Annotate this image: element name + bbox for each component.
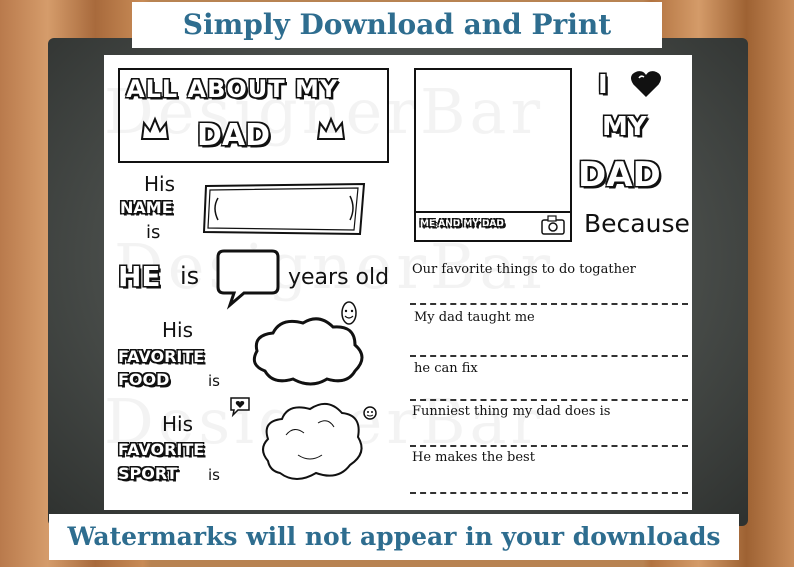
i-label: I <box>598 70 608 100</box>
his-label: His <box>162 318 194 342</box>
heart-bubble-icon <box>228 395 252 417</box>
name-label: NAME <box>120 198 173 217</box>
speech-bubble-icon[interactable] <box>216 247 280 307</box>
answer-line[interactable] <box>410 355 688 357</box>
smiley-icon <box>362 405 378 421</box>
smiley-icon <box>340 300 358 326</box>
answer-line[interactable] <box>410 492 688 494</box>
crown-icon <box>140 115 170 143</box>
is-label: is <box>208 372 220 390</box>
favorite-label: FAVORITE <box>118 347 205 366</box>
his-label: His <box>144 172 176 196</box>
food-label: FOOD <box>118 370 170 389</box>
title-line1: ALL ABOUT MY <box>126 75 339 103</box>
bottom-banner: Watermarks will not appear in your downloads <box>49 514 739 560</box>
is-label: is <box>180 262 200 290</box>
cloud-icon[interactable] <box>258 395 368 485</box>
crown-icon <box>316 115 346 143</box>
my-label: MY <box>602 112 647 142</box>
prompt-can-fix: he can fix <box>414 361 478 376</box>
favorite-label: FAVORITE <box>118 440 205 459</box>
years-old-label: years old <box>288 265 390 290</box>
heart-icon <box>630 69 662 99</box>
photo-caption: ME AND MY DAD <box>420 219 504 229</box>
title-line2: DAD <box>197 118 271 153</box>
is-label: is <box>208 466 220 484</box>
photo-divider <box>414 211 572 213</box>
sport-label: SPORT <box>118 464 178 483</box>
prompt-makes-the-best: He makes the best <box>412 450 535 465</box>
name-banner-field[interactable] <box>200 180 370 238</box>
prompt-taught-me: My dad taught me <box>414 310 535 325</box>
camera-icon <box>540 214 566 236</box>
because-label: Because <box>584 209 690 238</box>
worksheet <box>104 55 692 510</box>
top-banner: Simply Download and Print <box>132 2 662 48</box>
answer-line[interactable] <box>410 445 688 447</box>
dad-label: DAD <box>578 155 661 195</box>
prompt-favorite-things: Our favorite things to do togather <box>412 262 636 277</box>
is-label: is <box>146 222 161 243</box>
prompt-funniest-thing: Funniest thing my dad does is <box>412 404 611 419</box>
answer-line[interactable] <box>410 303 688 305</box>
answer-line[interactable] <box>410 399 688 401</box>
his-label: His <box>162 412 194 436</box>
he-label: HE <box>118 260 161 293</box>
